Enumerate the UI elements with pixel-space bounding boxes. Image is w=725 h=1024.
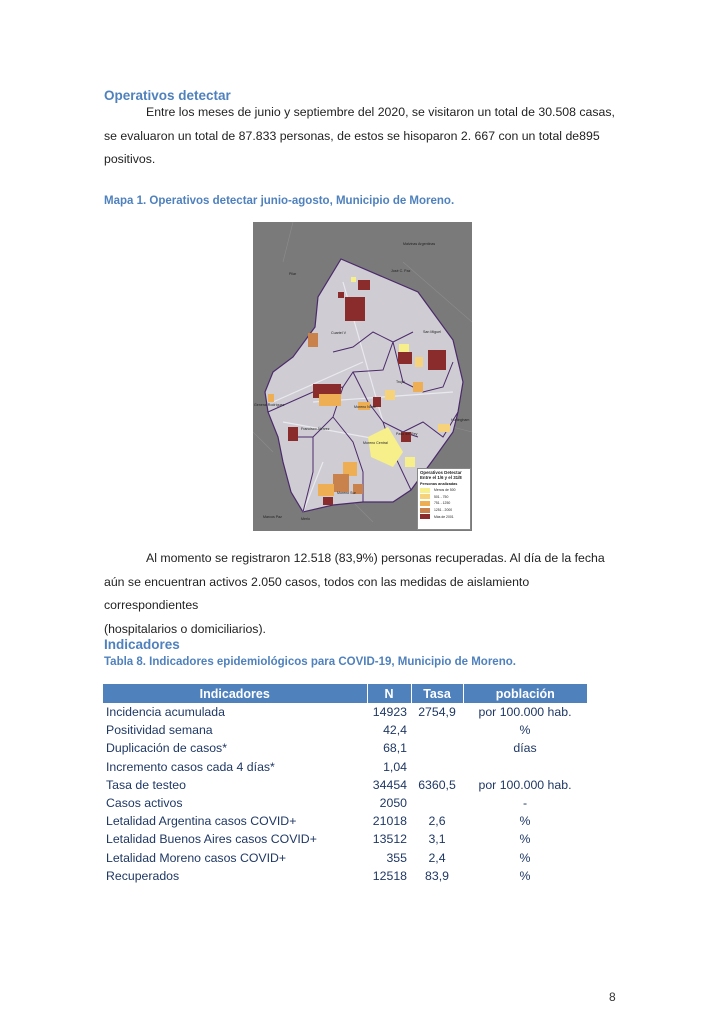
map-label-general-rodriguez: General Rodríguez [254,403,285,407]
table-row [103,703,587,721]
cell-n: 1,04 [383,759,407,774]
legend-item [418,513,470,520]
cell-indicador: Duplicación de casos* [106,741,227,756]
cell-poblacion: % [519,832,531,847]
legend-item [418,494,470,501]
column-header-tasa: Tasa [411,684,463,703]
table-row [103,758,587,776]
map-label-francisco-alvarez: Francisco Álvarez [301,427,330,431]
cell-tasa [411,739,463,757]
paragraph-line-1: Entre los meses de junio y septiembre del 2020, se visitaron un total de 30.508 casas, [146,105,615,119]
cell-tasa: 2,6 [428,814,446,829]
legend-swatch [420,508,430,513]
legend-label: 1251 - 2000 [434,508,453,513]
cell-indicador: Letalidad Buenos Aires casos COVID+ [106,832,317,847]
cell-indicador: Letalidad Argentina casos COVID+ [106,814,297,829]
cell-indicador: Incremento casos cada 4 días* [106,759,275,774]
column-header-poblacion: población [463,684,587,703]
legend-subtitle: Personas analizadas [420,482,458,486]
map-label-cuartel-v: Cuartel V [331,331,346,335]
cell-n: 34454 [372,777,407,792]
cell-n: 14923 [372,705,407,720]
page-number: 8 [609,990,616,1004]
map-label-moreno-sur: Moreno Sur [337,491,356,495]
paragraph-line-3: (hospitalarios o domiciliarios). [104,621,266,636]
map-label-merlo: Merlo [301,517,310,521]
table-row [103,830,587,848]
legend-swatch [420,514,430,519]
table-row [103,739,587,757]
table-row [103,867,587,885]
table-row [103,721,587,739]
map-label-moreno-central: Moreno Central [363,441,388,445]
map-caption: Mapa 1. Operativos detectar junio-agosto, Municipio de Moreno. [104,195,455,207]
cell-tasa [411,721,463,739]
paragraph-line-3: positivos. [104,152,156,166]
cell-n: 12518 [372,868,407,883]
table-row [103,812,587,830]
cell-n: 21018 [372,814,407,829]
map-label-jose-c-paz: José C. Paz [391,269,411,273]
map-legend [417,468,471,530]
cell-poblacion: días [513,741,537,756]
cell-n: 68,1 [383,741,407,756]
operativos-paragraph [104,101,624,172]
legend-label: 751 - 1250 [434,501,451,506]
table-row [103,849,587,867]
legend-swatch [420,501,430,506]
paragraph-line-2: se evaluaron un total de 87.833 personas, de estos se hisoparon 2. 667 con un total de895 [104,128,600,143]
column-header-indicadores: Indicadores [103,684,367,703]
paragraph-line-2: aún se encuentran activos 2.050 casos, todos con las medidas de aislamiento correspondientes [104,574,530,612]
table-header-row [103,684,587,703]
cell-indicador: Positividad semana [106,723,213,738]
cell-tasa [411,758,463,776]
cell-n: 42,4 [383,723,407,738]
map-label-pilar: Pilar [289,272,297,276]
table-row [103,794,587,812]
cell-indicador: Tasa de testeo [106,777,186,792]
legend-swatch [420,488,430,493]
cell-poblacion: por 100.000 hab. [478,705,572,720]
cell-tasa [411,794,463,812]
legend-title: Operativos Detectar Entre el 1/6 y el 31/8 [420,470,462,480]
legend-item [418,507,470,514]
cell-n: 13512 [372,832,407,847]
legend-label: Menos de 500 [434,488,456,493]
cell-indicador: Recuperados [106,868,180,883]
paragraph-line-1: Al momento se registraron 12.518 (83,9%) personas recuperadas. Al día de la fecha [146,551,605,565]
legend-swatch [420,494,430,499]
map-label-moreno-norte: Moreno Norte [354,405,376,409]
cell-indicador: Casos activos [106,796,183,811]
cell-poblacion [463,758,587,776]
cell-poblacion: - [522,796,528,811]
map-label-paso-del-rey: Paso del Rey [396,432,418,436]
cell-indicador: Incidencia acumulada [106,705,225,720]
indicadores-table [103,684,587,885]
section-heading-indicadores: Indicadores [104,637,180,652]
cell-tasa: 6360,5 [418,777,456,792]
cell-tasa: 2,4 [428,850,446,865]
cell-n: 2050 [379,796,407,811]
legend-item [418,500,470,507]
map-label-trujui: Trujui [396,380,405,384]
moreno-map [253,222,472,531]
legend-label: Más de 2001 [434,514,454,519]
section-heading-operativos: Operativos detectar [104,88,231,103]
map-label-marcos-paz: Marcos Paz [263,515,282,519]
table-row [103,776,587,794]
map-label-san-miguel: San Miguel [423,330,441,334]
cell-poblacion: % [519,814,531,829]
cell-tasa: 83,9 [425,868,449,883]
map-label-malvinas: Malvinas Argentinas [403,242,436,246]
recuperados-paragraph [104,547,624,641]
cell-poblacion: por 100.000 hab. [478,777,572,792]
cell-poblacion: % [519,868,531,883]
column-header-n: N [367,684,411,703]
cell-tasa: 3,1 [428,832,446,847]
map-label-hurlingham: Hurlingham [451,418,470,422]
legend-label: 501 - 750 [434,494,449,499]
cell-n: 355 [386,850,407,865]
table-caption: Tabla 8. Indicadores epidemiológicos para COVID-19, Municipio de Moreno. [104,656,516,668]
cell-poblacion: % [519,723,531,738]
cell-indicador: Letalidad Moreno casos COVID+ [106,850,287,865]
legend-item [418,487,470,494]
cell-tasa: 2754,9 [418,705,456,720]
cell-poblacion: % [519,850,531,865]
